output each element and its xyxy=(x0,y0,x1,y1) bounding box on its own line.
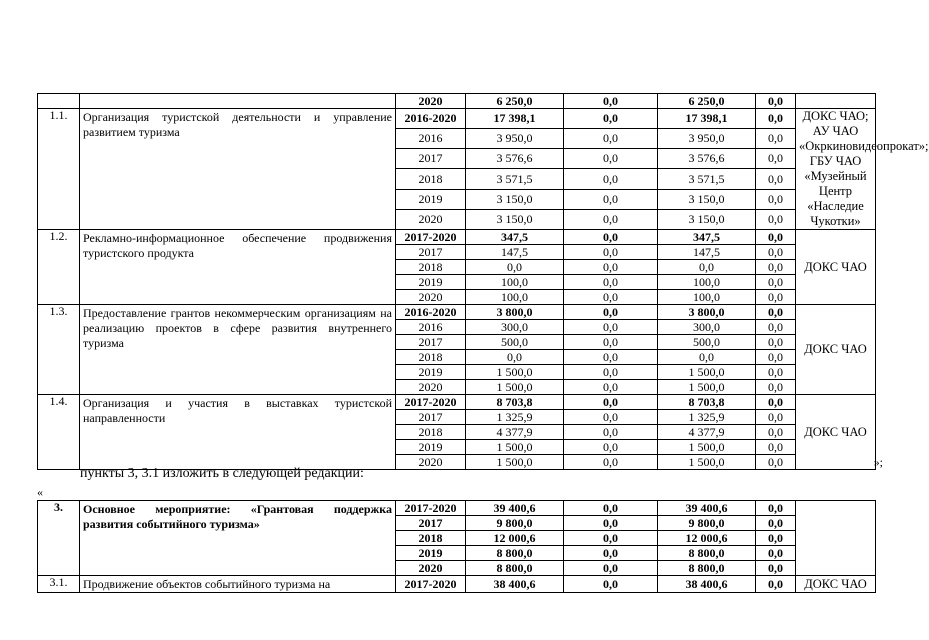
total-cell: 147,5 xyxy=(466,245,564,260)
total-cell: 9 800,0 xyxy=(466,516,564,531)
instruction-text: пункты 3, 3.1 изложить в следующей редакции: xyxy=(80,466,364,481)
regional-cell: 1 325,9 xyxy=(658,410,756,425)
year-cell: 2018 xyxy=(396,260,466,275)
num-cell xyxy=(38,94,80,109)
regional-cell: 8 703,8 xyxy=(658,395,756,410)
year-cell: 2020 xyxy=(396,94,466,109)
year-cell: 2017 xyxy=(396,245,466,260)
responsible-cell: ДОКС ЧАО xyxy=(796,395,876,470)
year-cell: 2016 xyxy=(396,129,466,149)
table-row xyxy=(38,576,876,593)
year-cell: 2017-2020 xyxy=(396,501,466,516)
year-cell: 2017-2020 xyxy=(396,230,466,245)
year-cell: 2020 xyxy=(396,455,466,470)
total-cell: 3 800,0 xyxy=(466,305,564,320)
other-cell: 0,0 xyxy=(756,380,796,395)
total-cell: 17 398,1 xyxy=(466,109,564,129)
other-cell: 0,0 xyxy=(756,335,796,350)
regional-cell: 300,0 xyxy=(658,320,756,335)
total-cell: 347,5 xyxy=(466,230,564,245)
total-cell: 100,0 xyxy=(466,290,564,305)
federal-cell: 0,0 xyxy=(564,365,658,380)
federal-cell: 0,0 xyxy=(564,455,658,470)
total-cell: 300,0 xyxy=(466,320,564,335)
total-cell: 8 800,0 xyxy=(466,546,564,561)
regional-cell: 8 800,0 xyxy=(658,546,756,561)
year-cell: 2019 xyxy=(396,365,466,380)
regional-cell: 3 571,5 xyxy=(658,169,756,189)
other-cell: 0,0 xyxy=(756,149,796,169)
federal-cell: 0,0 xyxy=(564,516,658,531)
table-row xyxy=(38,501,876,516)
federal-cell: 0,0 xyxy=(564,501,658,516)
regional-cell: 1 500,0 xyxy=(658,380,756,395)
federal-cell: 0,0 xyxy=(564,129,658,149)
year-cell: 2017 xyxy=(396,516,466,531)
total-cell: 1 325,9 xyxy=(466,410,564,425)
responsible-cell xyxy=(796,94,876,109)
regional-cell: 38 400,6 xyxy=(658,576,756,593)
other-cell: 0,0 xyxy=(756,209,796,229)
other-cell: 0,0 xyxy=(756,425,796,440)
federal-cell: 0,0 xyxy=(564,380,658,395)
year-cell: 2018 xyxy=(396,350,466,365)
total-cell: 12 000,6 xyxy=(466,531,564,546)
year-cell: 2019 xyxy=(396,440,466,455)
total-cell: 1 500,0 xyxy=(466,365,564,380)
num-cell: 1.1. xyxy=(38,109,80,230)
other-cell: 0,0 xyxy=(756,109,796,129)
other-cell: 0,0 xyxy=(756,455,796,470)
other-cell: 0,0 xyxy=(756,576,796,593)
other-cell: 0,0 xyxy=(756,189,796,209)
year-cell: 2019 xyxy=(396,189,466,209)
other-cell: 0,0 xyxy=(756,516,796,531)
table-row xyxy=(38,230,876,245)
closing-quote: »; xyxy=(873,455,883,469)
other-cell: 0,0 xyxy=(756,410,796,425)
federal-cell: 0,0 xyxy=(564,335,658,350)
other-cell: 0,0 xyxy=(756,230,796,245)
federal-cell: 0,0 xyxy=(564,260,658,275)
regional-cell: 4 377,9 xyxy=(658,425,756,440)
total-cell: 1 500,0 xyxy=(466,380,564,395)
other-cell: 0,0 xyxy=(756,440,796,455)
table-row xyxy=(38,395,876,410)
total-cell: 1 500,0 xyxy=(466,455,564,470)
total-cell: 3 150,0 xyxy=(466,189,564,209)
num-cell: 3. xyxy=(38,501,80,576)
total-cell: 1 500,0 xyxy=(466,440,564,455)
regional-cell: 0,0 xyxy=(658,260,756,275)
year-cell: 2018 xyxy=(396,425,466,440)
total-cell: 3 571,5 xyxy=(466,169,564,189)
federal-cell: 0,0 xyxy=(564,149,658,169)
regional-cell: 500,0 xyxy=(658,335,756,350)
year-cell: 2016-2020 xyxy=(396,109,466,129)
federal-cell: 0,0 xyxy=(564,410,658,425)
year-cell: 2017-2020 xyxy=(396,395,466,410)
desc-cell: Рекламно-информационное обеспечение продвижения туристского продукта xyxy=(80,230,396,305)
federal-cell: 0,0 xyxy=(564,425,658,440)
budget-table-body xyxy=(38,501,876,593)
year-cell: 2017 xyxy=(396,335,466,350)
other-cell: 0,0 xyxy=(756,365,796,380)
table-row xyxy=(38,305,876,320)
regional-cell: 3 950,0 xyxy=(658,129,756,149)
total-cell: 39 400,6 xyxy=(466,501,564,516)
responsible-cell: ДОКС ЧАО; АУ ЧАО «Окркиновидеопрокат»; ГБУ ЧАО «Музейный Центр «Наследие Чукотки» xyxy=(796,109,876,230)
regional-cell: 12 000,6 xyxy=(658,531,756,546)
year-cell: 2017 xyxy=(396,410,466,425)
regional-cell: 100,0 xyxy=(658,275,756,290)
desc-cell xyxy=(80,94,396,109)
desc-cell: Продвижение объектов событийного туризма на xyxy=(80,576,396,593)
other-cell: 0,0 xyxy=(756,531,796,546)
regional-cell: 100,0 xyxy=(658,290,756,305)
num-cell: 1.2. xyxy=(38,230,80,305)
year-cell: 2017 xyxy=(396,149,466,169)
other-cell: 0,0 xyxy=(756,501,796,516)
other-cell: 0,0 xyxy=(756,129,796,149)
federal-cell: 0,0 xyxy=(564,531,658,546)
budget-table-section-1 xyxy=(37,93,929,470)
other-cell: 0,0 xyxy=(756,546,796,561)
regional-cell: 1 500,0 xyxy=(658,365,756,380)
total-cell: 38 400,6 xyxy=(466,576,564,593)
federal-cell: 0,0 xyxy=(564,305,658,320)
desc-cell: Организация и участия в выставках туристской направленности xyxy=(80,395,396,470)
year-cell: 2017-2020 xyxy=(396,576,466,593)
federal-cell: 0,0 xyxy=(564,230,658,245)
year-cell: 2016 xyxy=(396,320,466,335)
federal-cell: 0,0 xyxy=(564,94,658,109)
other-cell: 0,0 xyxy=(756,94,796,109)
federal-cell: 0,0 xyxy=(564,109,658,129)
desc-cell: Предоставление грантов некоммерческим организациям на реализацию проектов в сфере развития внутреннего туризма xyxy=(80,305,396,395)
year-cell: 2018 xyxy=(396,169,466,189)
year-cell: 2019 xyxy=(396,275,466,290)
num-cell: 1.3. xyxy=(38,305,80,395)
regional-cell: 0,0 xyxy=(658,350,756,365)
federal-cell: 0,0 xyxy=(564,275,658,290)
year-cell: 2018 xyxy=(396,531,466,546)
total-cell: 500,0 xyxy=(466,335,564,350)
responsible-cell: ДОКС ЧАО xyxy=(796,305,876,395)
responsible-cell xyxy=(796,501,876,576)
year-cell: 2020 xyxy=(396,561,466,576)
other-cell: 0,0 xyxy=(756,260,796,275)
num-cell: 1.4. xyxy=(38,395,80,470)
federal-cell: 0,0 xyxy=(564,576,658,593)
regional-cell: 3 150,0 xyxy=(658,189,756,209)
regional-cell: 3 800,0 xyxy=(658,305,756,320)
budget-table-body xyxy=(38,93,929,470)
year-cell: 2020 xyxy=(396,209,466,229)
other-cell: 0,0 xyxy=(756,245,796,260)
num-cell: 3.1. xyxy=(38,576,80,593)
federal-cell: 0,0 xyxy=(564,245,658,260)
desc-cell: Основное мероприятие: «Грантовая поддержка развития событийного туризма» xyxy=(80,501,396,576)
regional-cell: 1 500,0 xyxy=(658,455,756,470)
other-cell: 0,0 xyxy=(756,305,796,320)
total-cell: 3 576,6 xyxy=(466,149,564,169)
other-cell: 0,0 xyxy=(756,275,796,290)
total-cell: 3 150,0 xyxy=(466,209,564,229)
other-cell: 0,0 xyxy=(756,169,796,189)
federal-cell: 0,0 xyxy=(564,395,658,410)
table-row xyxy=(38,94,876,109)
budget-table-section-3 xyxy=(37,500,876,593)
regional-cell: 9 800,0 xyxy=(658,516,756,531)
regional-cell: 1 500,0 xyxy=(658,440,756,455)
regional-cell: 147,5 xyxy=(658,245,756,260)
total-cell: 8 703,8 xyxy=(466,395,564,410)
other-cell: 0,0 xyxy=(756,290,796,305)
year-cell: 2019 xyxy=(396,546,466,561)
total-cell: 3 950,0 xyxy=(466,129,564,149)
other-cell: 0,0 xyxy=(756,561,796,576)
regional-cell: 347,5 xyxy=(658,230,756,245)
other-cell: 0,0 xyxy=(756,350,796,365)
federal-cell: 0,0 xyxy=(564,189,658,209)
federal-cell: 0,0 xyxy=(564,209,658,229)
responsible-cell: ДОКС ЧАО xyxy=(796,230,876,305)
federal-cell: 0,0 xyxy=(564,350,658,365)
total-cell: 8 800,0 xyxy=(466,561,564,576)
year-cell: 2016-2020 xyxy=(396,305,466,320)
total-cell: 0,0 xyxy=(466,260,564,275)
regional-cell: 6 250,0 xyxy=(658,94,756,109)
responsible-cell: ДОКС ЧАО xyxy=(796,576,876,593)
other-cell: 0,0 xyxy=(756,395,796,410)
regional-cell: 3 576,6 xyxy=(658,149,756,169)
federal-cell: 0,0 xyxy=(564,440,658,455)
federal-cell: 0,0 xyxy=(564,546,658,561)
federal-cell: 0,0 xyxy=(564,561,658,576)
total-cell: 4 377,9 xyxy=(466,425,564,440)
regional-cell: 3 150,0 xyxy=(658,209,756,229)
federal-cell: 0,0 xyxy=(564,290,658,305)
total-cell: 0,0 xyxy=(466,350,564,365)
other-cell: 0,0 xyxy=(756,320,796,335)
opening-quote: « xyxy=(37,485,43,499)
federal-cell: 0,0 xyxy=(564,320,658,335)
table-row xyxy=(38,109,876,129)
regional-cell: 8 800,0 xyxy=(658,561,756,576)
total-cell: 100,0 xyxy=(466,275,564,290)
federal-cell: 0,0 xyxy=(564,169,658,189)
desc-cell: Организация туристской деятельности и управление развитием туризма xyxy=(80,109,396,230)
total-cell: 6 250,0 xyxy=(466,94,564,109)
regional-cell: 39 400,6 xyxy=(658,501,756,516)
year-cell: 2020 xyxy=(396,380,466,395)
year-cell: 2020 xyxy=(396,290,466,305)
regional-cell: 17 398,1 xyxy=(658,109,756,129)
